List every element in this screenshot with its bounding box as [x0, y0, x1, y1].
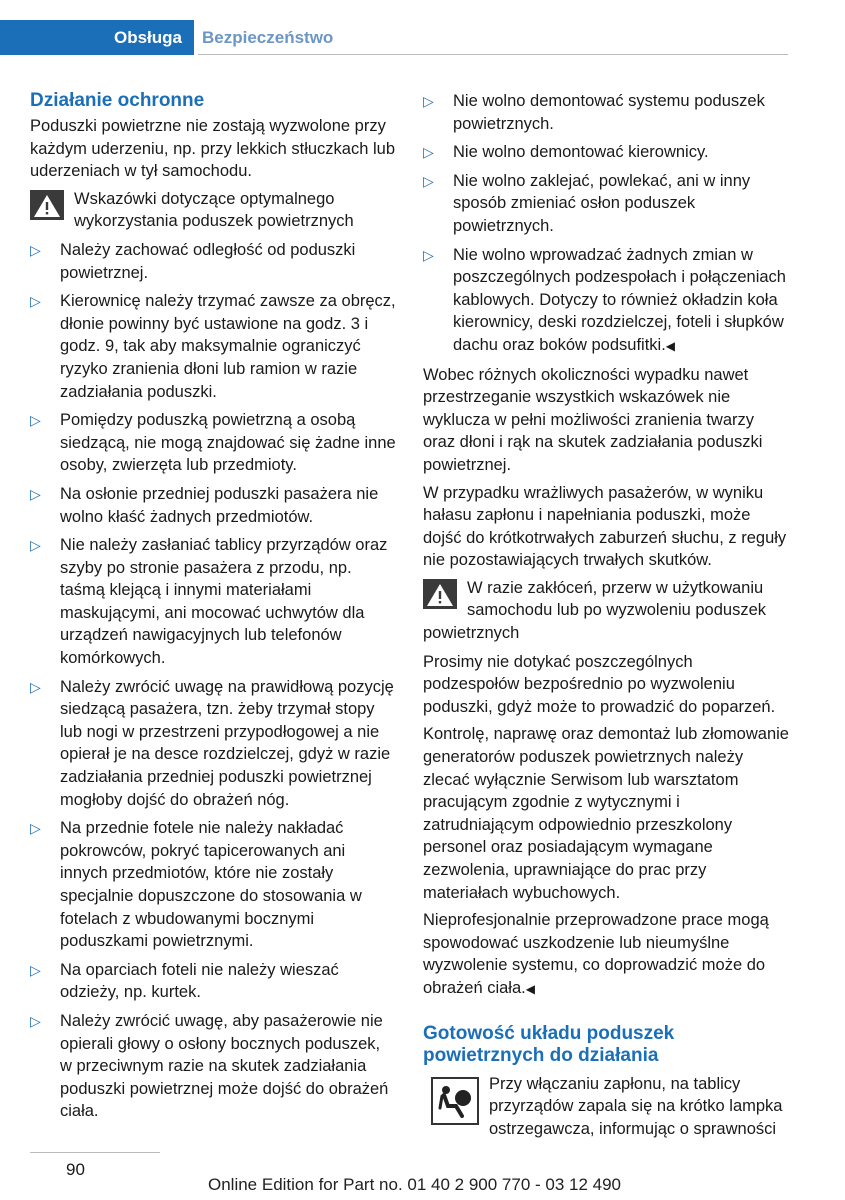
triangle-right-icon: ▷ — [30, 537, 41, 554]
triangle-right-icon: ▷ — [423, 172, 434, 189]
list-item-text: Na przednie fotele nie należy nakładać pokrowców, pokryć tapicerowanych ani innych przedmiotów, które nie zostały specjalnie dopuszczone do stosowania w fotelach z wbudowanymi bocznymi poduszkami powietrznymi. — [60, 819, 362, 951]
paragraph — [423, 909, 789, 1000]
triangle-right-icon: ▷ — [423, 246, 434, 263]
footer-divider — [30, 1152, 160, 1153]
page-header — [0, 0, 845, 56]
list-item — [423, 170, 789, 238]
list-item — [30, 239, 396, 284]
paragraph-text: Nieprofesjonalnie przeprowadzone prace mogą spowodować uszkodzenie lub nieumyślne wyzwolenie systemu, co doprowadzić może do obrażeń ciała. — [423, 911, 769, 997]
warning-heading: W razie zakłóceń, przerw w użytkowaniu samochodu lub po wyzwoleniu poduszek powietrznych — [423, 578, 767, 643]
triangle-right-icon: ▷ — [30, 820, 41, 837]
triangle-right-icon: ▷ — [423, 144, 434, 161]
triangle-right-icon: ▷ — [30, 412, 41, 429]
list-item-text: Kierownicę należy trzymać zawsze za obręcz, dłonie powinny być ustawione na godz. 3 i godz. 9, tak aby maksymalnie ograniczyć ryzyko zranienia dłoni lub ramion w razie zadziałania poduszki. — [60, 292, 396, 401]
bullet-list-left — [30, 239, 396, 1123]
triangle-right-icon: ▷ — [423, 93, 434, 109]
triangle-right-icon: ▷ — [30, 485, 41, 502]
list-item-text: Należy zwrócić uwagę, aby pasażerowie nie opierali głowy o osłony bocznych poduszek, w przeciwnym razie na skutek zadziałania poduszki powietrznej może dojść do obrażeń ciała. — [60, 1011, 389, 1121]
paragraph: Prosimy nie dotykać poszczególnych podzespołów bezpośrednio po wyzwoleniu poduszki, gdyż może to prowadzić do poparzeń. — [423, 652, 776, 716]
list-item-text: Pomiędzy poduszką powietrzną a osobą siedzącą, nie mogą znajdować się żadne inne osoby, zwierzęta lub przedmioty. — [60, 411, 396, 475]
left-column — [30, 90, 396, 1129]
page-number: 90 — [66, 1160, 85, 1179]
warning-triangle-icon — [423, 579, 457, 609]
warning-triangle-icon — [30, 190, 64, 220]
right-column — [423, 90, 789, 1140]
paragraph: W przypadku wrażliwych pasażerów, w wyniku hałasu zapłonu i napełniania poduszki, może dojść do krótkotrwałych zaburzeń słuchu, z reguły nie pozostawiających trwałych skutków. — [423, 483, 787, 570]
list-item — [423, 244, 789, 358]
header-divider — [198, 54, 788, 55]
list-item — [30, 290, 396, 403]
list-item-text: Nie wolno demontować systemu poduszek powietrznych. — [453, 92, 765, 133]
section-text: Przy włączaniu zapłonu, na tablicy przyrządów zapala się na krótko lampka ostrzegawcza, informując o sprawności — [489, 1074, 783, 1138]
triangle-right-icon: ▷ — [30, 293, 41, 310]
list-item-text: Nie wolno zaklejać, powlekać, ani w inny sposób zmieniać osłon poduszek powietrznych. — [453, 171, 751, 235]
warning-heading: Wskazówki dotyczące optymalnego wykorzystania poduszek powietrznych — [74, 189, 354, 231]
list-item-text: Na osłonie przedniej poduszki pasażera nie wolno kłaść żadnych przedmiotów. — [60, 484, 379, 526]
tab-obsluga[interactable]: Obsługa — [0, 20, 194, 55]
intro-paragraph: Poduszki powietrzne nie zostają wyzwolone przy każdym uderzeniu, np. przy lekkich stłuczkach lub uderzeniach w tył samochodu. — [30, 117, 395, 181]
section-title-airbag-readiness: Gotowość układu poduszek powietrznych do działania — [423, 1022, 675, 1066]
airbag-indicator-icon — [431, 1077, 479, 1125]
edition-footer: Online Edition for Part no. 01 40 2 900 770 - 03 12 490 — [208, 1175, 622, 1194]
list-item-text: Należy zachować odległość od poduszki powietrznej. — [60, 240, 356, 282]
airbag-readiness-block — [423, 1073, 789, 1141]
end-mark-icon: ◀ — [665, 338, 676, 353]
paragraph: Kontrolę, naprawę oraz demontaż lub złomowanie generatorów poduszek powietrznych należy zlecać wyłącznie Serwisom lub warsztatom pracującym zgodnie z wytycznymi i zatrudniającym odpowiednio przeszkolony personel oraz posiadającym wymagane zezwolenia, uprawniające do prac przy materiałach wybuchowych. — [423, 725, 789, 902]
section-title-protective-action: Działanie ochronne — [30, 90, 205, 111]
list-item — [30, 817, 396, 953]
list-item — [30, 534, 396, 670]
list-item-text: Nie wolno wprowadzać żadnych zmian w poszczególnych podzespołach i połączeniach kablowych. Dotyczy to również okładzin koła kierownicy, deski rozdzielczej, foteli i słupków dachu oraz boków podsufitki. — [453, 245, 786, 354]
triangle-right-icon: ▷ — [30, 961, 41, 978]
list-item-text: Należy zwrócić uwagę na prawidłową pozycję siedzącą pasażera, tzn. żeby trzymał stopy lub nogi w przestrzeni przypodłogowej a nie opierał je na desce rozdzielczej, gdyż w razie zadziałania przedniej poduszki powietrznej mogłoby dojść do obrażeń nóg. — [60, 677, 394, 809]
list-item-text: Nie należy zasłaniać tablicy przyrządów oraz szyby po stronie pasażera z przodu, np. taśmą klejącą i innymi materiałami maskującymi, ani mocować uchwytów dla urządzeń nawigacyjnych lub telefonów komórkowych. — [60, 536, 388, 668]
list-item — [30, 1010, 396, 1123]
triangle-right-icon: ▷ — [30, 1012, 41, 1029]
warning-block — [30, 188, 396, 233]
end-mark-icon: ◀ — [525, 981, 535, 996]
list-item — [30, 409, 396, 477]
list-item-text: Nie wolno demontować kierownicy. — [453, 143, 709, 162]
triangle-right-icon: ▷ — [30, 678, 41, 695]
list-item — [30, 483, 396, 528]
warning-block — [423, 577, 789, 645]
paragraph: Wobec różnych okoliczności wypadku nawet przestrzeganie wszystkich wskazówek nie wyklucza w pełni możliwości zranienia twarzy oraz dłoni i rąk na skutek zadziałania poduszki powietrznej. — [423, 365, 763, 474]
list-item — [30, 959, 396, 1004]
bullet-list-right — [423, 90, 789, 358]
list-item — [30, 676, 396, 812]
tab-bezpieczenstwo[interactable]: Bezpieczeństwo — [202, 27, 334, 47]
list-item — [423, 90, 789, 135]
triangle-right-icon: ▷ — [30, 241, 41, 258]
list-item-text: Na oparciach foteli nie należy wieszać odzieży, np. kurtek. — [60, 960, 339, 1002]
list-item — [423, 141, 789, 164]
